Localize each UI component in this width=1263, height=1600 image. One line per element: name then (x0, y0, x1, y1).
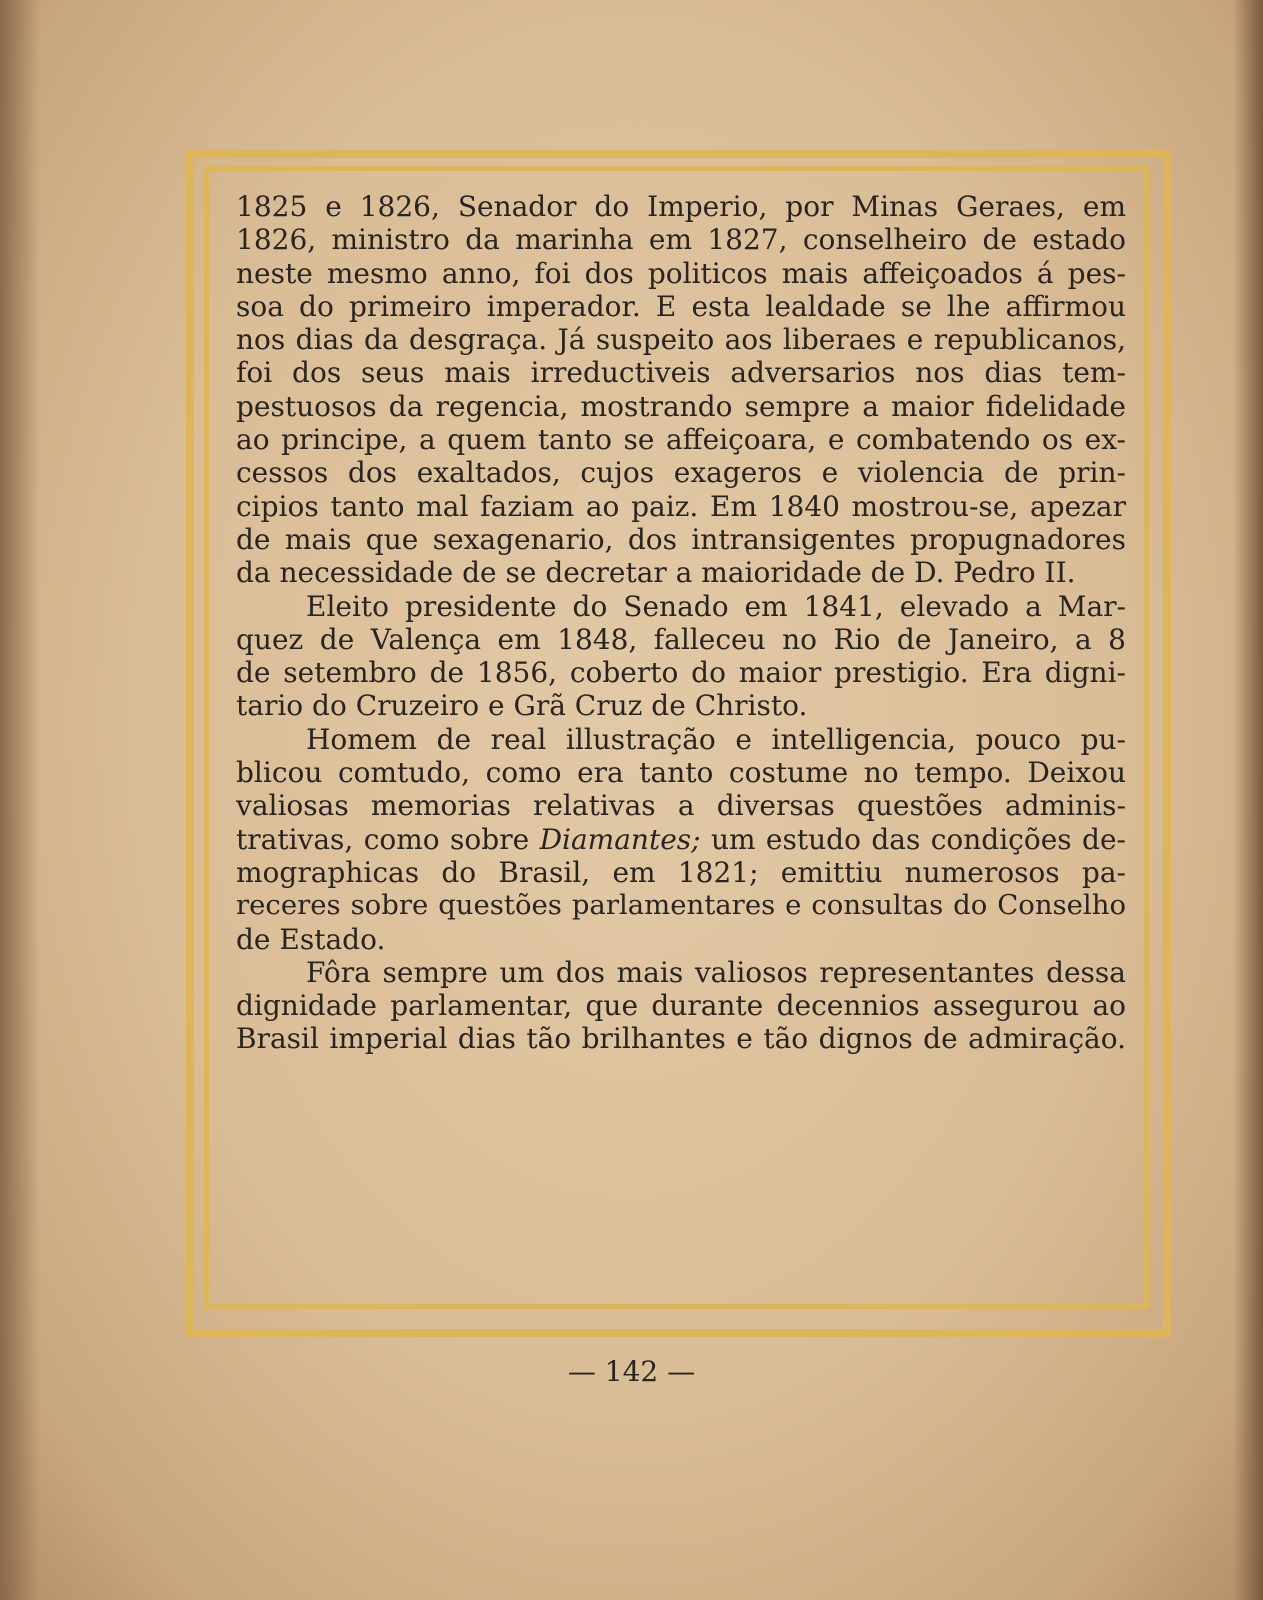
text-line: Homem de real illustração e intelligencia, pouco pu- (306, 722, 1126, 756)
text-line: ao principe, a quem tanto se affeiçoara, e combatendo os ex- (236, 423, 1126, 457)
text-line: 1825 e 1826, Senador do Imperio, por Minas Geraes, em (236, 190, 1126, 223)
text-line (236, 823, 1126, 856)
text-line: pestuosos da regencia, mostrando sempre a maior fidelidade (236, 389, 1126, 423)
text-line: receres sobre questões parlamentares e consultas do Conselho (236, 889, 1126, 922)
text-line: neste mesmo anno, foi dos politicos mais affeiçoados á pes- (236, 256, 1126, 290)
page-number: — 142 — (567, 1355, 696, 1388)
text-line: Fôra sempre um dos mais valiosos representantes dessa (306, 955, 1126, 989)
body-text (236, 190, 1126, 1056)
text-line: quez de Valença em 1848, falleceu no Rio de Janeiro, a 8 (236, 622, 1126, 656)
text-line: nos dias da desgraça. Já suspeito aos liberaes e republicanos, (236, 323, 1126, 357)
text-line: soa do primeiro imperador. E esta lealdade se lhe affirmou (236, 289, 1126, 323)
text-fragment: trativas, como sobre (236, 822, 540, 856)
text-line: de setembro de 1856, coberto do maior prestigio. Era digni- (236, 656, 1126, 690)
text-line: cipios tanto mal faziam ao paiz. Em 1840 mostrou-se, apezar (236, 489, 1126, 523)
text-line: de Estado. (236, 922, 386, 956)
text-line: da necessidade de se decretar a maioridade de D. Pedro II. (236, 556, 1076, 590)
text-line: tario do Cruzeiro e Grã Cruz de Christo. (236, 689, 808, 723)
text-line: 1826, ministro da marinha em 1827, conselheiro de estado (236, 223, 1126, 257)
text-fragment: um estudo das condições de- (700, 822, 1126, 856)
text-line: Brasil imperial dias tão brilhantes e tão dignos de admiração. (236, 1022, 1126, 1056)
text-line: de mais que sexagenario, dos intransigentes propugnadores (236, 522, 1126, 556)
text-line: blicou comtudo, como era tanto costume no tempo. Deixou (236, 756, 1126, 790)
text-line: dignidade parlamentar, que durante decennios assegurou ao (236, 989, 1126, 1023)
italic-title: Diamantes; (539, 822, 701, 856)
text-line: cessos dos exaltados, cujos exageros e violencia de prin- (236, 456, 1126, 490)
text-line: valiosas memorias relativas a diversas questões adminis- (236, 789, 1126, 823)
text-line: Eleito presidente do Senado em 1841, elevado a Mar- (306, 589, 1126, 623)
text-line: mographicas do Brasil, em 1821; emittiu numerosos pa- (236, 855, 1126, 889)
text-line: foi dos seus mais irreductiveis adversarios nos dias tem- (236, 356, 1126, 390)
